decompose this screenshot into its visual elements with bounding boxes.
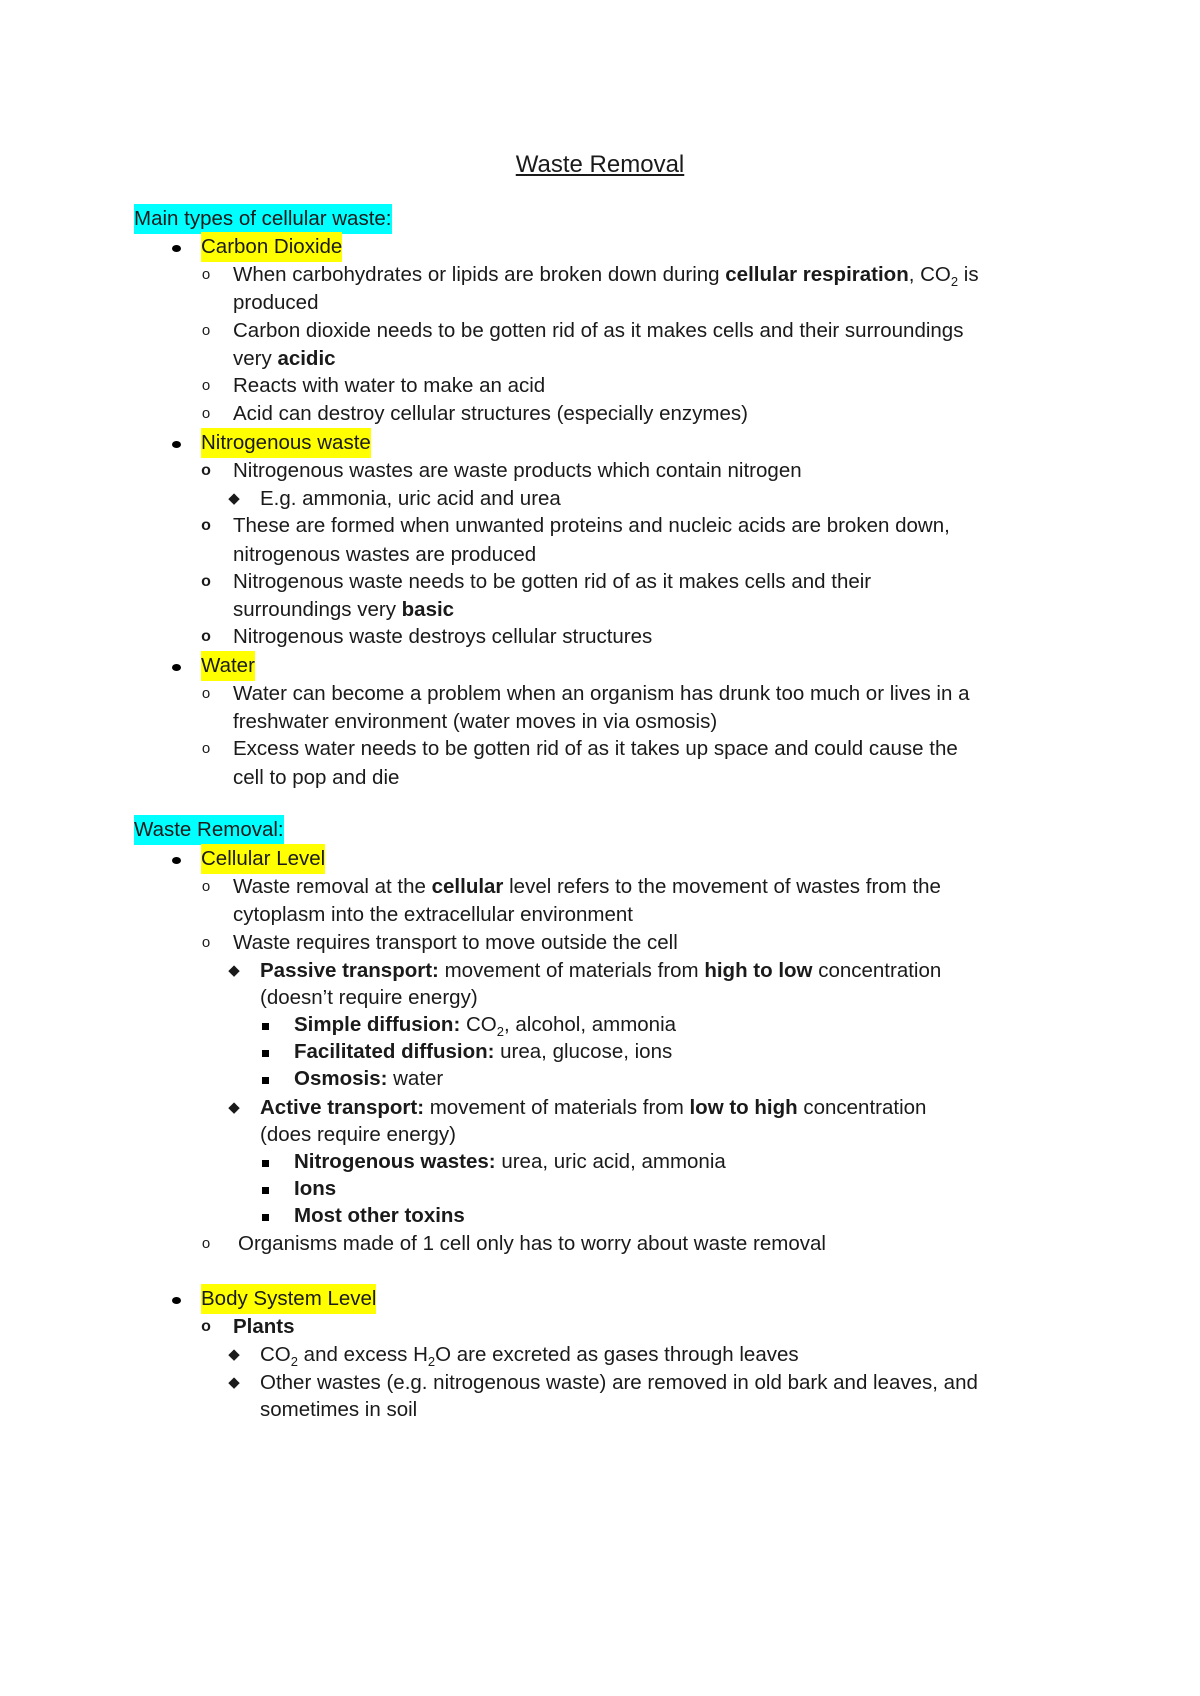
circle-bullet-icon: o bbox=[201, 740, 211, 757]
list-item: o Acid can destroy cellular structures (especially enzymes) bbox=[0, 399, 1200, 429]
list-item: Osmosis: water bbox=[0, 1064, 1200, 1094]
section-heading-waste-removal: Waste Removal: bbox=[0, 815, 1200, 845]
circle-bullet-icon: o bbox=[201, 322, 211, 339]
bullet-nitrogenous-waste: Nitrogenous waste bbox=[0, 428, 1200, 458]
bullet-water: Water bbox=[0, 651, 1200, 681]
bullet-dot-icon bbox=[166, 1284, 186, 1314]
list-item-continuation: cytoplasm into the extracellular environment bbox=[233, 903, 633, 926]
square-bullet-icon bbox=[255, 1037, 275, 1067]
list-item-continuation: (does require energy) bbox=[260, 1123, 456, 1146]
list-item: o Waste requires transport to move outside the cell bbox=[0, 928, 1200, 958]
diamond-bullet-icon: ◆ bbox=[228, 962, 240, 979]
list-item: o Excess water needs to be gotten rid of as it takes up space and could cause the bbox=[0, 734, 1200, 764]
bullet-dot-icon bbox=[166, 232, 186, 262]
list-item: ◆ E.g. ammonia, uric acid and urea bbox=[0, 484, 1200, 514]
list-item: Most other toxins bbox=[0, 1201, 1200, 1231]
list-item: o Reacts with water to make an acid bbox=[0, 371, 1200, 401]
list-item-continuation: freshwater environment (water moves in via osmosis) bbox=[233, 710, 718, 733]
circle-bullet-icon: o bbox=[201, 934, 211, 951]
circle-bullet-icon: o bbox=[201, 266, 211, 283]
list-item: Facilitated diffusion: urea, glucose, ions bbox=[0, 1037, 1200, 1067]
list-item: o Nitrogenous waste destroys cellular structures bbox=[0, 622, 1200, 652]
diamond-bullet-icon: ◆ bbox=[228, 1346, 240, 1363]
square-bullet-icon bbox=[255, 1174, 275, 1204]
circle-bullet-icon: o bbox=[201, 462, 211, 479]
list-item-continuation: nitrogenous wastes are produced bbox=[233, 543, 537, 566]
list-item: o Organisms made of 1 cell only has to worry about waste removal bbox=[0, 1229, 1200, 1259]
list-item-passive-transport: ◆ Passive transport: movement of materials from high to low concentration bbox=[0, 956, 1200, 986]
square-bullet-icon bbox=[255, 1147, 275, 1177]
list-item: Simple diffusion: $CO_2$, alcohol, ammonia bbox=[0, 1010, 1200, 1040]
list-item-continuation: (doesn’t require energy) bbox=[260, 986, 478, 1009]
diamond-bullet-icon: ◆ bbox=[228, 490, 240, 507]
document-title: Waste Removal bbox=[515, 151, 685, 178]
list-item: Ions bbox=[0, 1174, 1200, 1204]
circle-bullet-icon: o bbox=[201, 405, 211, 422]
circle-bullet-icon: o bbox=[201, 517, 211, 534]
list-item: o When carbohydrates or lipids are broken down during cellular respiration, $CO_2$ is bbox=[0, 260, 1200, 290]
square-bullet-icon bbox=[255, 1064, 275, 1094]
circle-bullet-icon: o bbox=[201, 1235, 211, 1252]
list-item: Nitrogenous wastes: urea, uric acid, ammonia bbox=[0, 1147, 1200, 1177]
list-item: o Water can become a problem when an organism has drunk too much or lives in a bbox=[0, 679, 1200, 709]
circle-bullet-icon: o bbox=[201, 685, 211, 702]
bullet-dot-icon bbox=[166, 428, 186, 458]
list-item-active-transport: ◆ Active transport: movement of materials from low to high concentration bbox=[0, 1093, 1200, 1123]
list-item: ◆ Other wastes (e.g. nitrogenous waste) are removed in old bark and leaves, and bbox=[0, 1368, 1200, 1398]
square-bullet-icon bbox=[255, 1201, 275, 1231]
section-heading-cellular-waste: Main types of cellular waste: bbox=[0, 204, 1200, 234]
list-item-continuation: sometimes in soil bbox=[260, 1398, 418, 1421]
bullet-dot-icon bbox=[166, 844, 186, 874]
list-item-continuation: cell to pop and die bbox=[233, 766, 400, 789]
circle-bullet-icon: o bbox=[201, 878, 211, 895]
circle-bullet-icon: o bbox=[201, 1318, 211, 1335]
list-item: o Waste removal at the cellular level refers to the movement of wastes from the bbox=[0, 872, 1200, 902]
list-item-continuation: surroundings very basic bbox=[233, 598, 455, 621]
list-item: o These are formed when unwanted proteins and nucleic acids are broken down, bbox=[0, 511, 1200, 541]
diamond-bullet-icon: ◆ bbox=[228, 1374, 240, 1391]
list-item: o Nitrogenous waste needs to be gotten rid of as it makes cells and their bbox=[0, 567, 1200, 597]
bullet-body-system-level: Body System Level bbox=[0, 1284, 1200, 1314]
list-item: ◆ $CO_2$ and excess $H_2O$ are excreted as gases through leaves bbox=[0, 1340, 1200, 1370]
list-item: o Nitrogenous wastes are waste products which contain nitrogen bbox=[0, 456, 1200, 486]
list-item-continuation: produced bbox=[233, 291, 319, 314]
list-item-continuation: very acidic bbox=[233, 347, 336, 370]
circle-bullet-icon: o bbox=[201, 628, 211, 645]
bullet-cellular-level: Cellular Level bbox=[0, 844, 1200, 874]
square-bullet-icon bbox=[255, 1010, 275, 1040]
circle-bullet-icon: o bbox=[201, 573, 211, 590]
list-item-plants: o Plants bbox=[0, 1312, 1200, 1342]
bullet-carbon-dioxide: Carbon Dioxide bbox=[0, 232, 1200, 262]
bullet-dot-icon bbox=[166, 651, 186, 681]
diamond-bullet-icon: ◆ bbox=[228, 1099, 240, 1116]
circle-bullet-icon: o bbox=[201, 377, 211, 394]
list-item: o Carbon dioxide needs to be gotten rid of as it makes cells and their surroundings bbox=[0, 316, 1200, 346]
